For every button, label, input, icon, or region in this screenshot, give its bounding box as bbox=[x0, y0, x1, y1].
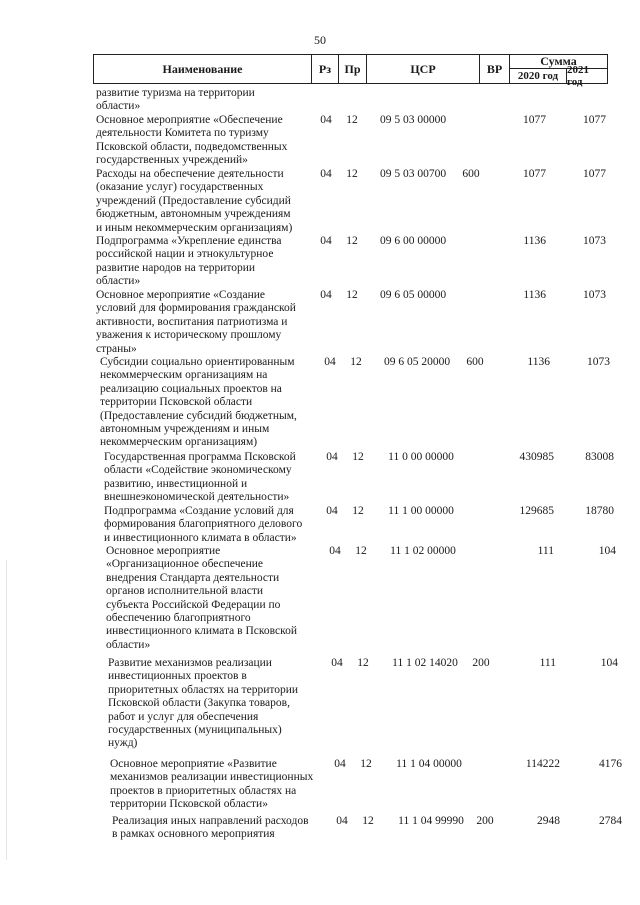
row-vr: 200 bbox=[472, 657, 490, 669]
row-sum-2021: 18780 bbox=[585, 505, 614, 517]
row-csr: 09 6 00 00000 bbox=[379, 235, 447, 247]
row-name: Подпрограмма «Укрепление единства российской нации и этнокультурное развитие народов на территории области» bbox=[96, 235, 282, 288]
header-vr: ВР bbox=[480, 55, 510, 83]
row-pr: 12 bbox=[352, 505, 364, 517]
row-sum-2020: 114222 bbox=[525, 758, 560, 770]
row-sum-2021: 104 bbox=[600, 657, 618, 669]
scan-margin-line bbox=[6, 560, 7, 860]
row-pr: 12 bbox=[357, 657, 369, 669]
row-sum-2021: 1073 bbox=[587, 356, 610, 368]
row-sum-2021: 1073 bbox=[583, 289, 606, 301]
row-pr: 12 bbox=[362, 815, 374, 827]
row-name: Основное мероприятие «Развитие механизмов реализации инвестиционных проектов в приоритетных областях на территории Псковской области» bbox=[110, 758, 314, 811]
row-csr: 09 6 05 20000 bbox=[383, 356, 451, 368]
row-name: Основное мероприятие «Организационное обеспечение внедрения Стандарта деятельности органов исполнительной власти субъекта Российской Федерации по обеспечению благоприятного инвестиционного климата в Псковской области» bbox=[106, 545, 297, 651]
row-name: Подпрограмма «Создание условий для формирования благоприятного делового и инвестиционного климата в области» bbox=[104, 505, 303, 544]
row-sum-2020: 2948 bbox=[537, 815, 560, 827]
row-name: Расходы на обеспечение деятельности (оказание услуг) государственных учреждений (Предоставление субсидий бюджетным, автономным учреждениям и иным некоммерческим организациям) bbox=[96, 168, 293, 234]
row-sum-2020: 1136 bbox=[527, 356, 550, 368]
row-sum-2020: 1077 bbox=[523, 168, 546, 180]
row-pr: 12 bbox=[352, 451, 364, 463]
row-sum-2020: 1077 bbox=[523, 114, 546, 126]
row-csr: 09 6 05 00000 bbox=[379, 289, 447, 301]
row-sum-2020: 1136 bbox=[523, 235, 546, 247]
row-sum-2021: 104 bbox=[598, 545, 616, 557]
row-pr: 12 bbox=[346, 168, 358, 180]
row-sum-2020: 129685 bbox=[519, 505, 554, 517]
row-pr: 12 bbox=[355, 545, 367, 557]
row-pr: 12 bbox=[360, 758, 372, 770]
row-rz: 04 bbox=[326, 451, 338, 463]
row-rz: 04 bbox=[320, 289, 332, 301]
row-rz: 04 bbox=[320, 114, 332, 126]
row-csr: 11 1 04 00000 bbox=[396, 758, 462, 770]
header-rz: Рз bbox=[312, 55, 339, 83]
row-rz: 04 bbox=[320, 168, 332, 180]
header-pr: Пр bbox=[339, 55, 367, 83]
row-name: Развитие механизмов реализации инвестиционных проектов в приоритетных областях на территории Псковской области (Закупка товаров, работ и услуг для обеспечения государственных (муниципальных) нужд) bbox=[108, 657, 299, 750]
row-csr: 09 5 03 00700 bbox=[379, 168, 447, 180]
header-name: Наименование bbox=[94, 55, 312, 83]
row-sum-2020: 111 bbox=[539, 657, 556, 669]
row-pr: 12 bbox=[346, 235, 358, 247]
row-csr: 11 1 00 00000 bbox=[388, 505, 454, 517]
row-sum-2020: 430985 bbox=[519, 451, 554, 463]
row-name: развитие туризма на территории области» bbox=[96, 87, 255, 113]
row-pr: 12 bbox=[346, 289, 358, 301]
row-vr: 200 bbox=[476, 815, 494, 827]
row-name: Субсидии социально ориентированным некоммерческим организациям на реализацию социальных проектов на территории Псковской области (Предоставление субсидий бюджетным, автономным учреждениям и иным некоммерческим организациям) bbox=[100, 356, 297, 449]
row-vr: 600 bbox=[462, 168, 480, 180]
row-sum-2021: 4176 bbox=[599, 758, 622, 770]
row-pr: 12 bbox=[350, 356, 362, 368]
row-pr: 12 bbox=[346, 114, 358, 126]
row-name: Государственная программа Псковской области «Содействие экономическому развитию, инвестиционной и внешнеэкономической деятельности» bbox=[104, 451, 296, 504]
row-rz: 04 bbox=[324, 356, 336, 368]
row-csr: 11 1 02 00000 bbox=[390, 545, 456, 557]
header-csr: ЦСР bbox=[367, 55, 480, 83]
row-sum-2021: 1077 bbox=[583, 114, 606, 126]
row-vr: 600 bbox=[466, 356, 484, 368]
row-rz: 04 bbox=[334, 758, 346, 770]
row-name: Основное мероприятие «Обеспечение деятельности Комитета по туризму Псковской области, подведомственных государственных учреждений» bbox=[96, 114, 288, 167]
row-rz: 04 bbox=[331, 657, 343, 669]
header-year-2021: 2021 год bbox=[567, 64, 589, 88]
row-sum-2021: 83008 bbox=[585, 451, 614, 463]
row-sum-2020: 1136 bbox=[523, 289, 546, 301]
row-rz: 04 bbox=[336, 815, 348, 827]
row-csr: 11 1 04 99990 bbox=[398, 815, 464, 827]
row-sum-2021: 1073 bbox=[583, 235, 606, 247]
row-name: Реализация иных направлений расходов в рамках основного мероприятия bbox=[112, 815, 309, 841]
page-number: 50 bbox=[314, 33, 326, 47]
table-header bbox=[93, 54, 608, 88]
row-name: Основное мероприятие «Создание условий для формирования гражданской активности, воспитания патриотизма и уважения к историческому прошлому страны» bbox=[96, 289, 296, 355]
row-sum-2021: 1077 bbox=[583, 168, 606, 180]
header-year-2020: 2020 год bbox=[510, 69, 567, 83]
header-sum: Сумма bbox=[510, 55, 607, 69]
row-rz: 04 bbox=[329, 545, 341, 557]
row-csr: 09 5 03 00000 bbox=[379, 114, 447, 126]
row-csr: 11 1 02 14020 bbox=[392, 657, 458, 669]
row-sum-2021: 2784 bbox=[599, 815, 622, 827]
row-csr: 11 0 00 00000 bbox=[388, 451, 454, 463]
row-sum-2020: 111 bbox=[537, 545, 554, 557]
row-rz: 04 bbox=[326, 505, 338, 517]
row-rz: 04 bbox=[320, 235, 332, 247]
